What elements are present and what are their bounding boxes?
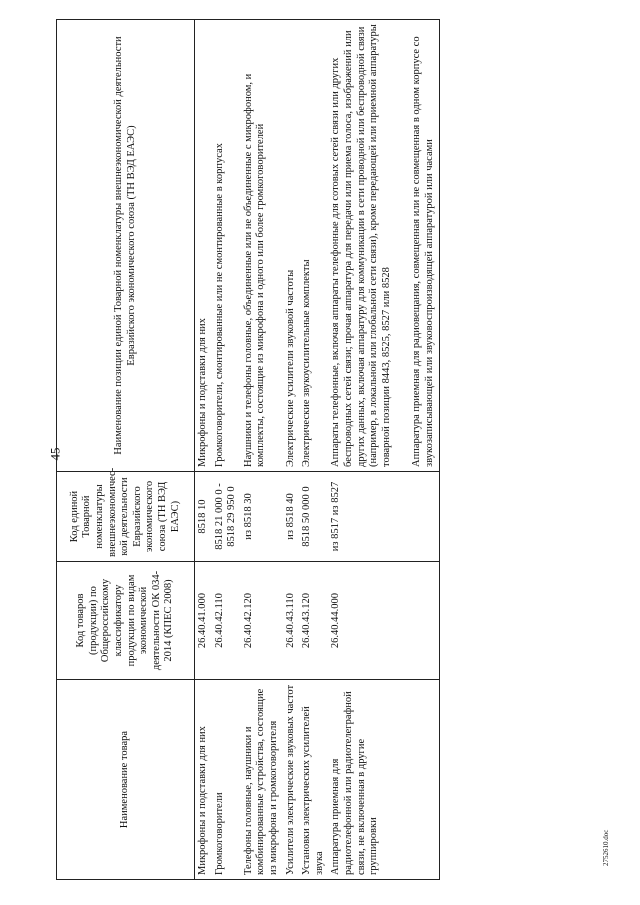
cell-tnved-name xyxy=(328,20,439,472)
table-row xyxy=(212,20,241,880)
cell-tnved-name: Электрические звукоусилительные комплекты xyxy=(299,20,328,472)
cell-goods-name: Аппаратура приемная для радиотелефонной или радиотелеграфной связи, не включенная в другие группировки xyxy=(328,680,439,880)
cell-okpd-code: 26.40.43.120 xyxy=(299,562,328,680)
cell-goods-name: Усилители электрические звуковых частот xyxy=(283,680,300,880)
cell-tnved-name: Электрические усилители звуковой частоты xyxy=(283,20,300,472)
cell-tnved-name: Громкоговорители, смонтированные или не смонтированные в корпусах xyxy=(212,20,241,472)
goods-codes-table xyxy=(56,19,440,880)
document-file-code: 2752610.doc xyxy=(602,829,610,866)
tnved-name-telephones: Аппараты телефонные, включая аппараты телефонные для сотовых сетей связи или других беспроводных сетей связи; прочая аппаратура для передачи или приема голоса, изображений или других данных, включая аппаратуру для коммуникации в сети проводной или беспроводной связи (например, в локальной или глобальной сети связи), кроме передающей или приемной аппаратуры товарной позиции 8443, 8525, 8527 или 8528 xyxy=(330,24,392,467)
header-goods-name: Наименование товара xyxy=(57,680,195,880)
table-row xyxy=(328,20,439,880)
cell-tnved-code: 8518 21 000 0 - 8518 29 950 0 xyxy=(212,472,241,562)
table-row xyxy=(283,20,300,880)
cell-tnved-code: из 8517 из 8527 xyxy=(328,472,439,562)
header-tnved-name: Наименование позиции единой Товарной номенклатуры внешнеэкономической деятельности Евразийского экономического союза (ТН ВЭД ЕАЭС) xyxy=(57,20,195,472)
cell-okpd-code: 26.40.44.000 xyxy=(328,562,439,680)
cell-goods-name: Телефоны головные, наушники и комбинированные устройства, состоящие из микрофона и громкоговорителя xyxy=(241,680,283,880)
cell-tnved-name: Наушники и телефоны головные, объединенные или не объединенные с микрофоном, и комплекты, состоящие из микрофона и одного или более громкоговорителей xyxy=(241,20,283,472)
rotated-page-content xyxy=(56,20,576,880)
cell-okpd-code: 26.40.43.110 xyxy=(283,562,300,680)
page-number: 45 xyxy=(47,447,63,461)
table-row xyxy=(195,20,212,880)
cell-goods-name: Микрофоны и подставки для них xyxy=(195,680,212,880)
header-okpd-code: Код товаров (продукции) по Общероссийскому классификатору продукции по видам экономической деятельности ОК 034-2014 (КПЕС 2008) xyxy=(57,562,195,680)
cell-okpd-code: 26.40.42.110 xyxy=(212,562,241,680)
table-header-row xyxy=(57,20,195,880)
cell-okpd-code: 26.40.42.120 xyxy=(241,562,283,680)
cell-tnved-code: 8518 10 xyxy=(195,472,212,562)
tnved-name-radio-receivers: Аппаратура приемная для радиовещания, совмещенная или не совмещенная в одном корпусе со звукозаписывающей или звуковоспроизводящей аппаратурой или часами xyxy=(411,36,435,467)
cell-tnved-code: из 8518 30 xyxy=(241,472,283,562)
table-row xyxy=(299,20,328,880)
cell-tnved-code: 8518 50 000 0 xyxy=(299,472,328,562)
cell-okpd-code: 26.40.41.000 xyxy=(195,562,212,680)
cell-tnved-code: из 8518 40 xyxy=(283,472,300,562)
cell-tnved-name: Микрофоны и подставки для них xyxy=(195,20,212,472)
cell-goods-name: Громкоговорители xyxy=(212,680,241,880)
table-row xyxy=(241,20,283,880)
cell-goods-name: Установки электрических усилителей звука xyxy=(299,680,328,880)
header-tnved-code: Код единой Товарной номенклатуры внешнеэкономичес-кой деятельности Евразийского экономического союза (ТН ВЭД ЕАЭС) xyxy=(57,472,195,562)
